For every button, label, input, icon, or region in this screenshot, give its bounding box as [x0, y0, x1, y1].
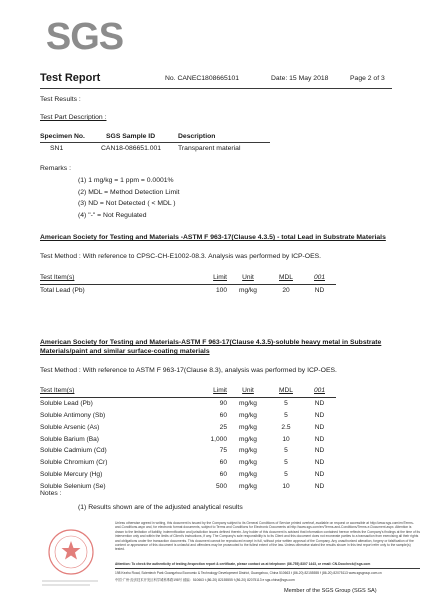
section1-heading: American Society for Testing and Materials -ASTM F 963-17(Clause 4.3.5) - total Lead in Substrate Materials [40, 234, 386, 241]
mdl-value: 5 [284, 470, 288, 478]
remark-item: (3) ND = Not Detected ( < MDL ) [78, 200, 176, 207]
unit-value: mg/kg [239, 447, 257, 455]
table-row [40, 480, 336, 492]
specimen-header-description: Description [178, 133, 216, 140]
limit-value: 500 [215, 482, 227, 490]
header-rule [40, 88, 392, 89]
result-value: ND [314, 459, 325, 467]
authenticity-notice: Attention: To check the authenticity of testing /inspection report & certificate, please contact us at telephone: (86-755) 8307 1443, or email: CN.Doccheck@sgs.com [115, 562, 371, 566]
limit-value: 60 [219, 459, 227, 467]
col-limit: Limit [213, 274, 227, 282]
unit-value: mg/kg [239, 400, 257, 408]
test-item: Soluble Chromium (Cr) [40, 459, 108, 467]
section2-heading-line2: Materials/paint and similar surface-coating materials [40, 348, 210, 355]
table-row [40, 457, 336, 469]
sample-description: Transparent material [178, 145, 241, 152]
mdl-value: 10 [282, 435, 290, 443]
mdl-value: 10 [282, 482, 290, 490]
test-item: Soluble Barium (Ba) [40, 435, 100, 443]
unit-value: mg/kg [239, 435, 257, 443]
test-results-label: Test Results : [40, 96, 81, 103]
test-item: Total Lead (Pb) [40, 287, 85, 295]
footer-rule [115, 568, 420, 569]
mdl-value: 2.5 [281, 423, 291, 431]
unit-value: mg/kg [239, 423, 257, 431]
section1-method: Test Method : With reference to CPSC-CH-E1002-08.3. Analysis was performed by ICP-OES. [40, 253, 322, 260]
section2-method: Test Method : With reference to ASTM F 963-17(Clause 8.3), analysis was performed by ICP-OES. [40, 367, 337, 374]
limit-value: 1,000 [210, 435, 227, 443]
result-value: ND [314, 423, 325, 431]
limit-value: 75 [219, 447, 227, 455]
limit-value: 60 [219, 470, 227, 478]
mdl-value: 5 [284, 411, 288, 419]
footer-address: 198 Kezhu Road, Scientech Park Guangzhou Economic & Technology Development District, Guangzhou, China 510663 t (86-20) 82155555 f (86-20) 82075113 www.sgsgroup.com.cn [115, 571, 382, 575]
specimen-header-no: Specimen No. [40, 133, 85, 140]
table-row [40, 410, 336, 422]
page-number: Page 2 of 3 [350, 75, 385, 82]
table-row [40, 469, 336, 481]
remark-item: (2) MDL = Method Detection Limit [78, 189, 180, 196]
col-limit: Limit [213, 387, 227, 395]
result-value: ND [314, 400, 325, 408]
result-value: ND [314, 482, 325, 490]
sample-id: CAN18-086651.001 [101, 145, 162, 152]
svg-text:SGS: SGS [45, 16, 124, 54]
test-item: Soluble Antimony (Sb) [40, 411, 106, 419]
unit-value: mg/kg [239, 482, 257, 490]
test-item: Soluble Selenium (Se) [40, 482, 106, 490]
col-unit: Unit [242, 274, 254, 282]
test-item: Soluble Cadmium (Cd) [40, 447, 107, 455]
col-unit: Unit [242, 387, 254, 395]
mdl-value: 20 [282, 287, 290, 295]
table-header-row [40, 385, 336, 397]
unit-value: mg/kg [239, 459, 257, 467]
terms-fine-print: Unless otherwise agreed in writing, this document is issued by the Company subject to its General Conditions of Service printed overleaf, available on request or accessible at http://www.sgs.com/en/Terms-and-Conditions.aspx and, for electronic format documents, subject to Terms and Conditions for Electronic Documents at http://www.sgs.com/en/Terms-and-Conditions/Terms-e-Document.aspx. Attention is drawn to the limitation of liability, indemnification and jurisdiction issues defined therein. Any holder of this document is advised that information contained hereon reflects the Company's findings at the time of its intervention only and within the limits of Client's instructions, if any. The Company's sole responsibility is to its Client and this document does not exonerate parties to a transaction from exercising all their rights and obligations under the transaction documents. This document cannot be reproduced except in full, without prior written approval of the Company. Any unauthorized alteration, forgery or falsification of the content or appearance of this document is unlawful and offenders may be prosecuted to the fullest extent of the law. Unless otherwise stated the results shown in this test report refer only to the sample(s) tested. [115, 521, 420, 552]
table-row [40, 433, 336, 445]
col-mdl: MDL [279, 387, 293, 395]
section2-heading-line1: American Society for Testing and Materials-ASTM F 963-17(Clause 4.3.5)-soluble heavy metal in Substrate [40, 339, 382, 346]
remark-item: (1) 1 mg/kg = 1 ppm = 0.0001% [78, 177, 174, 184]
result-value: ND [314, 470, 325, 478]
unit-value: mg/kg [239, 470, 257, 478]
col-test-item: Test Item(s) [40, 387, 75, 395]
table-row [40, 445, 336, 457]
mdl-value: 5 [284, 400, 288, 408]
specimen-no: SN1 [50, 145, 64, 152]
limit-value: 100 [215, 287, 227, 295]
report-number: No. CANEC1808665101 [165, 75, 240, 82]
result-value: ND [314, 411, 325, 419]
mdl-value: 5 [284, 447, 288, 455]
result-value: ND [314, 287, 325, 295]
table-header-row [40, 272, 336, 284]
col-sample: 001 [313, 274, 325, 282]
remark-item: (4) "-" = Not Regulated [78, 212, 147, 219]
mdl-value: 5 [284, 459, 288, 467]
test-part-description-label: Test Part Description : [40, 114, 107, 121]
unit-value: mg/kg [239, 287, 257, 295]
report-date: Date: 15 May 2018 [271, 75, 329, 82]
test-item: Soluble Mercury (Hg) [40, 470, 103, 478]
sgs-logo [40, 16, 129, 54]
limit-value: 25 [219, 423, 227, 431]
col-sample: 001 [313, 387, 325, 395]
limit-value: 90 [219, 400, 227, 408]
table-row [40, 397, 336, 409]
test-item: Soluble Arsenic (As) [40, 423, 100, 431]
specimen-rule [40, 142, 270, 143]
result-value: ND [314, 447, 325, 455]
result-value: ND [314, 435, 325, 443]
limit-value: 60 [219, 411, 227, 419]
report-title: Test Report [40, 72, 101, 84]
specimen-header-id: SGS Sample ID [106, 133, 156, 140]
section1-results-table [40, 272, 336, 297]
col-test-item: Test Item(s) [40, 274, 75, 282]
table-row [40, 421, 336, 433]
unit-value: mg/kg [239, 411, 257, 419]
notes-label: Notes : [40, 490, 62, 497]
section2-results-table [40, 385, 336, 492]
table-row [40, 284, 336, 296]
sgs-group-member: Member of the SGS Group (SGS SA) [284, 588, 377, 594]
footer-address-cn: 中国·广州·经济技术开发区科学城科珠路198号 邮编：510663 t (86-20) 82155555 f (86-20) 82075113 e sgs.china@sgs.com [115, 578, 295, 582]
sgs-seal-stamp [40, 519, 110, 591]
test-item: Soluble Lead (Pb) [40, 400, 93, 408]
note-item: (1) Results shown are of the adjusted analytical results [78, 504, 243, 511]
col-mdl: MDL [279, 274, 293, 282]
remarks-label: Remarks : [40, 165, 71, 172]
